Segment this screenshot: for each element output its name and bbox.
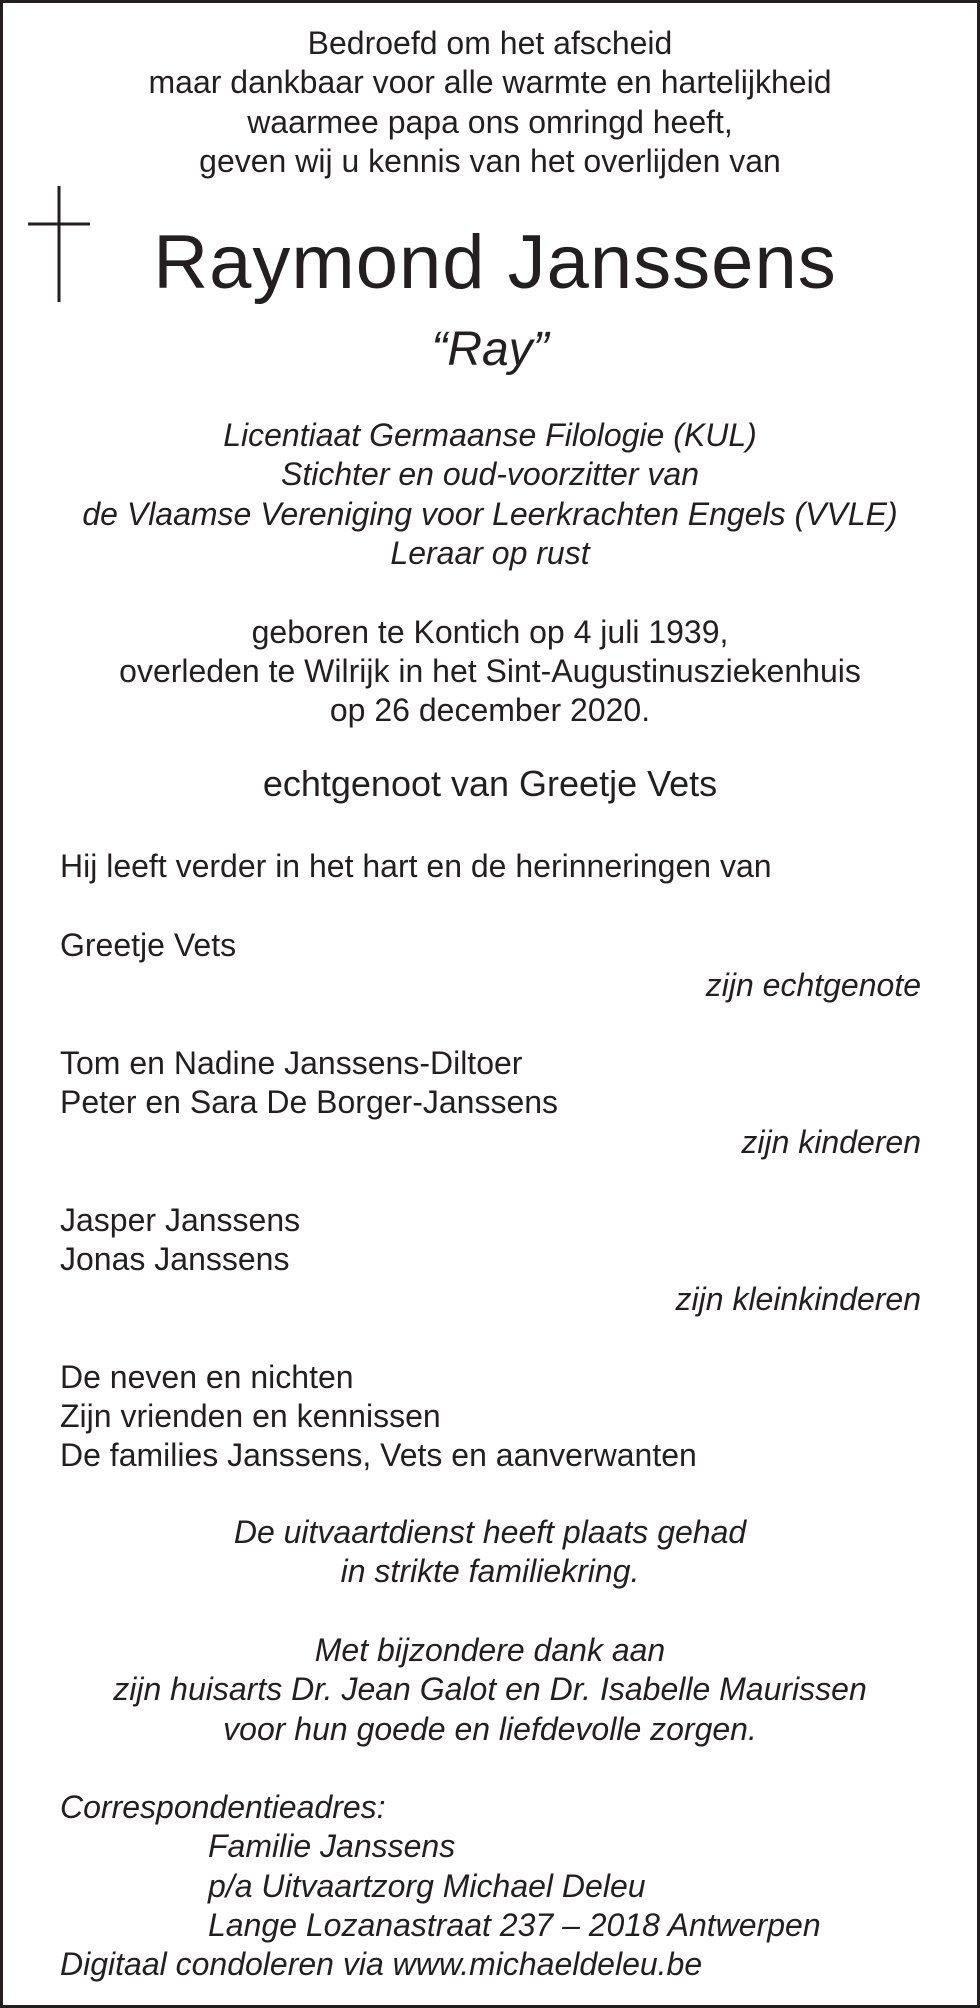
- address-line: Familie Janssens: [208, 1828, 456, 1864]
- address-line: Lange Lozanastraat 237 – 2018 Antwerpen: [208, 1907, 821, 1943]
- address-line: p/a Uitvaartzorg Michael Deleu: [208, 1868, 646, 1904]
- family-name: Greetje Vets: [60, 927, 237, 963]
- title-line: de Vlaamse Vereniging voor Leerkrachten Engels (VVLE): [82, 496, 898, 532]
- family-other: Zijn vrienden en kennissen: [60, 1398, 441, 1434]
- thanks-line: Met bijzondere dank aan: [314, 1632, 666, 1668]
- intro-line: geven wij u kennis van het overlijden van: [199, 143, 781, 179]
- family-name: Jonas Janssens: [60, 1241, 290, 1277]
- family-name: Tom en Nadine Janssens-Diltoer: [60, 1045, 523, 1081]
- funeral-line: De uitvaartdienst heeft plaats gehad: [233, 1514, 747, 1550]
- relation-label: zijn kinderen: [741, 1124, 921, 1160]
- intro-line: Bedroefd om het afscheid: [307, 25, 673, 61]
- intro-line: maar dankbaar voor alle warmte en hartelijkheid: [148, 64, 832, 100]
- birth-death-line: geboren te Kontich op 4 juli 1939,: [251, 614, 729, 650]
- title-line: Licentiaat Germaanse Filologie (KUL): [223, 417, 757, 453]
- birth-death-line: op 26 december 2020.: [329, 692, 651, 728]
- correspondence-label: Correspondentieadres:: [60, 1789, 386, 1825]
- intro-line: waarmee papa ons omringd heeft,: [247, 104, 733, 140]
- family-other: De neven en nichten: [60, 1359, 354, 1395]
- title-line: Stichter en oud-voorzitter van: [281, 456, 699, 492]
- family-name: Jasper Janssens: [60, 1202, 301, 1238]
- relation-label: zijn echtgenote: [705, 967, 921, 1003]
- thanks-line: zijn huisarts Dr. Jean Galot en Dr. Isabelle Maurissen: [113, 1671, 867, 1707]
- deceased-nickname: “Ray”: [431, 323, 549, 376]
- relation-label: zijn kleinkinderen: [675, 1281, 921, 1317]
- title-line: Leraar op rust: [390, 535, 590, 571]
- family-other: De families Janssens, Vets en aanverwanten: [60, 1437, 697, 1473]
- spouse-line: echtgenoot van Greetje Vets: [262, 763, 718, 804]
- deceased-name: Raymond Janssens: [153, 220, 837, 305]
- thanks-line: voor hun goede en liefdevolle zorgen.: [223, 1711, 757, 1747]
- birth-death-line: overleden te Wilrijk in het Sint-Augustinusziekenhuis: [119, 653, 861, 689]
- funeral-line: in strikte familiekring.: [340, 1553, 640, 1589]
- family-name: Peter en Sara De Borger-Janssens: [60, 1084, 559, 1120]
- condolence-link[interactable]: Digitaal condoleren via www.michaeldeleu.be: [60, 1946, 703, 1982]
- remembrance-intro: Hij leeft verder in het hart en de herinneringen van: [60, 848, 772, 884]
